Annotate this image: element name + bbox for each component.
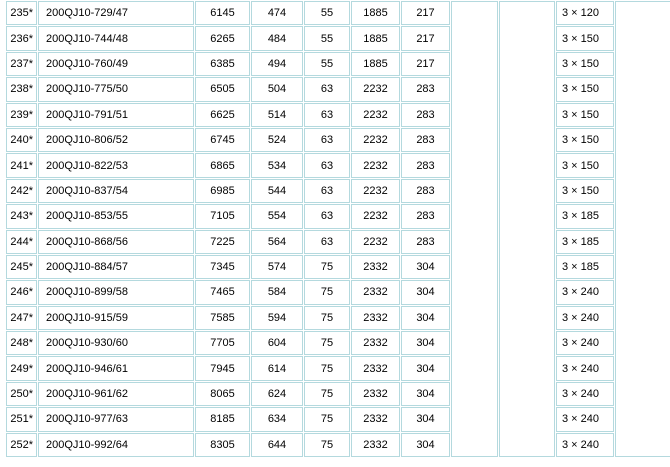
value-1-cell: 7465 — [195, 280, 250, 304]
table-row — [6, 179, 670, 203]
table-row — [6, 204, 670, 228]
row-number-cell: 247* — [6, 306, 37, 330]
value-2-cell: 484 — [251, 26, 303, 50]
table-row — [6, 382, 670, 406]
value-5-cell: 304 — [401, 407, 450, 431]
row-number-cell: 244* — [6, 230, 37, 254]
value-3-cell: 63 — [304, 179, 350, 203]
empty-column-2-cell — [499, 1, 555, 457]
value-2-cell: 614 — [251, 356, 303, 380]
row-number-cell: 251* — [6, 407, 37, 431]
model-cell: 200QJ10-760/49 — [38, 52, 194, 76]
cable-spec-cell: 3 × 150 — [556, 52, 614, 76]
value-5-cell: 304 — [401, 280, 450, 304]
model-cell: 200QJ10-946/61 — [38, 356, 194, 380]
value-1-cell: 7345 — [195, 255, 250, 279]
row-number-cell: 243* — [6, 204, 37, 228]
value-5-cell: 304 — [401, 331, 450, 355]
row-number-cell: 250* — [6, 382, 37, 406]
value-3-cell: 63 — [304, 103, 350, 127]
value-5-cell: 283 — [401, 230, 450, 254]
value-1-cell: 6985 — [195, 179, 250, 203]
table-row — [6, 153, 670, 177]
value-2-cell: 494 — [251, 52, 303, 76]
table-row — [6, 255, 670, 279]
value-5-cell: 304 — [401, 255, 450, 279]
value-5-cell: 283 — [401, 179, 450, 203]
table-row — [6, 280, 670, 304]
value-4-cell: 2232 — [351, 179, 400, 203]
value-1-cell: 6265 — [195, 26, 250, 50]
value-2-cell: 634 — [251, 407, 303, 431]
value-3-cell: 75 — [304, 331, 350, 355]
value-2-cell: 624 — [251, 382, 303, 406]
value-1-cell: 7585 — [195, 306, 250, 330]
model-cell: 200QJ10-884/57 — [38, 255, 194, 279]
value-5-cell: 304 — [401, 356, 450, 380]
value-1-cell: 6385 — [195, 52, 250, 76]
cable-spec-cell: 3 × 240 — [556, 407, 614, 431]
value-3-cell: 55 — [304, 52, 350, 76]
value-4-cell: 1885 — [351, 52, 400, 76]
value-4-cell: 2332 — [351, 407, 400, 431]
value-1-cell: 7225 — [195, 230, 250, 254]
value-3-cell: 75 — [304, 433, 350, 457]
cable-spec-cell: 3 × 185 — [556, 230, 614, 254]
model-cell: 200QJ10-744/48 — [38, 26, 194, 50]
value-1-cell: 8185 — [195, 407, 250, 431]
value-4-cell: 2332 — [351, 356, 400, 380]
cable-spec-cell: 3 × 150 — [556, 77, 614, 101]
value-5-cell: 283 — [401, 128, 450, 152]
cable-spec-cell: 3 × 120 — [556, 1, 614, 25]
table-row — [6, 433, 670, 457]
value-1-cell: 7945 — [195, 356, 250, 380]
model-cell: 200QJ10-868/56 — [38, 230, 194, 254]
empty-column-1-cell — [451, 1, 498, 457]
value-3-cell: 63 — [304, 128, 350, 152]
cable-spec-cell: 3 × 150 — [556, 128, 614, 152]
cable-spec-cell: 3 × 150 — [556, 103, 614, 127]
row-number-cell: 248* — [6, 331, 37, 355]
model-cell: 200QJ10-822/53 — [38, 153, 194, 177]
value-4-cell: 2332 — [351, 280, 400, 304]
value-5-cell: 217 — [401, 1, 450, 25]
value-2-cell: 524 — [251, 128, 303, 152]
row-number-cell: 252* — [6, 433, 37, 457]
row-number-cell: 249* — [6, 356, 37, 380]
value-1-cell: 7105 — [195, 204, 250, 228]
value-5-cell: 217 — [401, 26, 450, 50]
value-2-cell: 594 — [251, 306, 303, 330]
cable-spec-cell: 3 × 240 — [556, 331, 614, 355]
table-row — [6, 306, 670, 330]
row-number-cell: 242* — [6, 179, 37, 203]
value-4-cell: 2332 — [351, 306, 400, 330]
model-cell: 200QJ10-853/55 — [38, 204, 194, 228]
model-cell: 200QJ10-992/64 — [38, 433, 194, 457]
value-4-cell: 2232 — [351, 204, 400, 228]
value-2-cell: 644 — [251, 433, 303, 457]
value-3-cell: 75 — [304, 407, 350, 431]
row-number-cell: 241* — [6, 153, 37, 177]
value-5-cell: 283 — [401, 103, 450, 127]
cable-spec-cell: 3 × 185 — [556, 255, 614, 279]
row-number-cell: 236* — [6, 26, 37, 50]
row-number-cell: 239* — [6, 103, 37, 127]
value-3-cell: 75 — [304, 382, 350, 406]
model-cell: 200QJ10-977/63 — [38, 407, 194, 431]
table-row — [6, 77, 670, 101]
model-cell: 200QJ10-729/47 — [38, 1, 194, 25]
value-3-cell: 63 — [304, 230, 350, 254]
value-1-cell: 6745 — [195, 128, 250, 152]
value-5-cell: 304 — [401, 306, 450, 330]
value-1-cell: 6865 — [195, 153, 250, 177]
value-4-cell: 2232 — [351, 77, 400, 101]
value-2-cell: 584 — [251, 280, 303, 304]
table-row — [6, 26, 670, 50]
value-1-cell: 6505 — [195, 77, 250, 101]
model-cell: 200QJ10-899/58 — [38, 280, 194, 304]
pump-spec-table — [5, 0, 670, 458]
pump-table-body — [6, 1, 670, 457]
table-row — [6, 103, 670, 127]
model-cell: 200QJ10-930/60 — [38, 331, 194, 355]
model-cell: 200QJ10-775/50 — [38, 77, 194, 101]
value-2-cell: 574 — [251, 255, 303, 279]
table-row — [6, 230, 670, 254]
model-cell: 200QJ10-961/62 — [38, 382, 194, 406]
value-2-cell: 504 — [251, 77, 303, 101]
value-1-cell: 6145 — [195, 1, 250, 25]
cable-spec-cell: 3 × 150 — [556, 179, 614, 203]
cable-spec-cell: 3 × 150 — [556, 153, 614, 177]
value-2-cell: 514 — [251, 103, 303, 127]
row-number-cell: 238* — [6, 77, 37, 101]
cable-spec-cell: 3 × 240 — [556, 382, 614, 406]
value-5-cell: 283 — [401, 153, 450, 177]
value-4-cell: 2332 — [351, 331, 400, 355]
value-4-cell: 2232 — [351, 230, 400, 254]
value-1-cell: 8305 — [195, 433, 250, 457]
model-cell: 200QJ10-791/51 — [38, 103, 194, 127]
empty-column-3-cell — [615, 1, 670, 457]
value-3-cell: 75 — [304, 356, 350, 380]
value-3-cell: 63 — [304, 77, 350, 101]
row-number-cell: 246* — [6, 280, 37, 304]
table-row — [6, 331, 670, 355]
table-row — [6, 52, 670, 76]
value-4-cell: 2232 — [351, 103, 400, 127]
cable-spec-cell: 3 × 240 — [556, 280, 614, 304]
value-4-cell: 2332 — [351, 382, 400, 406]
value-2-cell: 544 — [251, 179, 303, 203]
value-2-cell: 604 — [251, 331, 303, 355]
value-3-cell: 63 — [304, 153, 350, 177]
value-1-cell: 7705 — [195, 331, 250, 355]
value-5-cell: 217 — [401, 52, 450, 76]
value-5-cell: 304 — [401, 382, 450, 406]
value-3-cell: 75 — [304, 255, 350, 279]
value-4-cell: 2232 — [351, 153, 400, 177]
table-row — [6, 1, 670, 25]
value-2-cell: 474 — [251, 1, 303, 25]
value-2-cell: 534 — [251, 153, 303, 177]
value-4-cell: 1885 — [351, 26, 400, 50]
cable-spec-cell: 3 × 240 — [556, 306, 614, 330]
value-3-cell: 63 — [304, 204, 350, 228]
value-5-cell: 283 — [401, 77, 450, 101]
value-5-cell: 283 — [401, 204, 450, 228]
model-cell: 200QJ10-837/54 — [38, 179, 194, 203]
cable-spec-cell: 3 × 240 — [556, 356, 614, 380]
value-4-cell: 2332 — [351, 255, 400, 279]
value-3-cell: 75 — [304, 280, 350, 304]
value-3-cell: 55 — [304, 1, 350, 25]
value-3-cell: 55 — [304, 26, 350, 50]
model-cell: 200QJ10-915/59 — [38, 306, 194, 330]
cable-spec-cell: 3 × 185 — [556, 204, 614, 228]
cable-spec-cell: 3 × 150 — [556, 26, 614, 50]
row-number-cell: 245* — [6, 255, 37, 279]
value-4-cell: 2232 — [351, 128, 400, 152]
value-4-cell: 2332 — [351, 433, 400, 457]
value-3-cell: 75 — [304, 306, 350, 330]
value-5-cell: 304 — [401, 433, 450, 457]
value-1-cell: 6625 — [195, 103, 250, 127]
value-2-cell: 564 — [251, 230, 303, 254]
value-2-cell: 554 — [251, 204, 303, 228]
value-4-cell: 1885 — [351, 1, 400, 25]
model-cell: 200QJ10-806/52 — [38, 128, 194, 152]
cable-spec-cell: 3 × 240 — [556, 433, 614, 457]
table-row — [6, 128, 670, 152]
row-number-cell: 237* — [6, 52, 37, 76]
row-number-cell: 235* — [6, 1, 37, 25]
table-row — [6, 356, 670, 380]
value-1-cell: 8065 — [195, 382, 250, 406]
row-number-cell: 240* — [6, 128, 37, 152]
table-row — [6, 407, 670, 431]
